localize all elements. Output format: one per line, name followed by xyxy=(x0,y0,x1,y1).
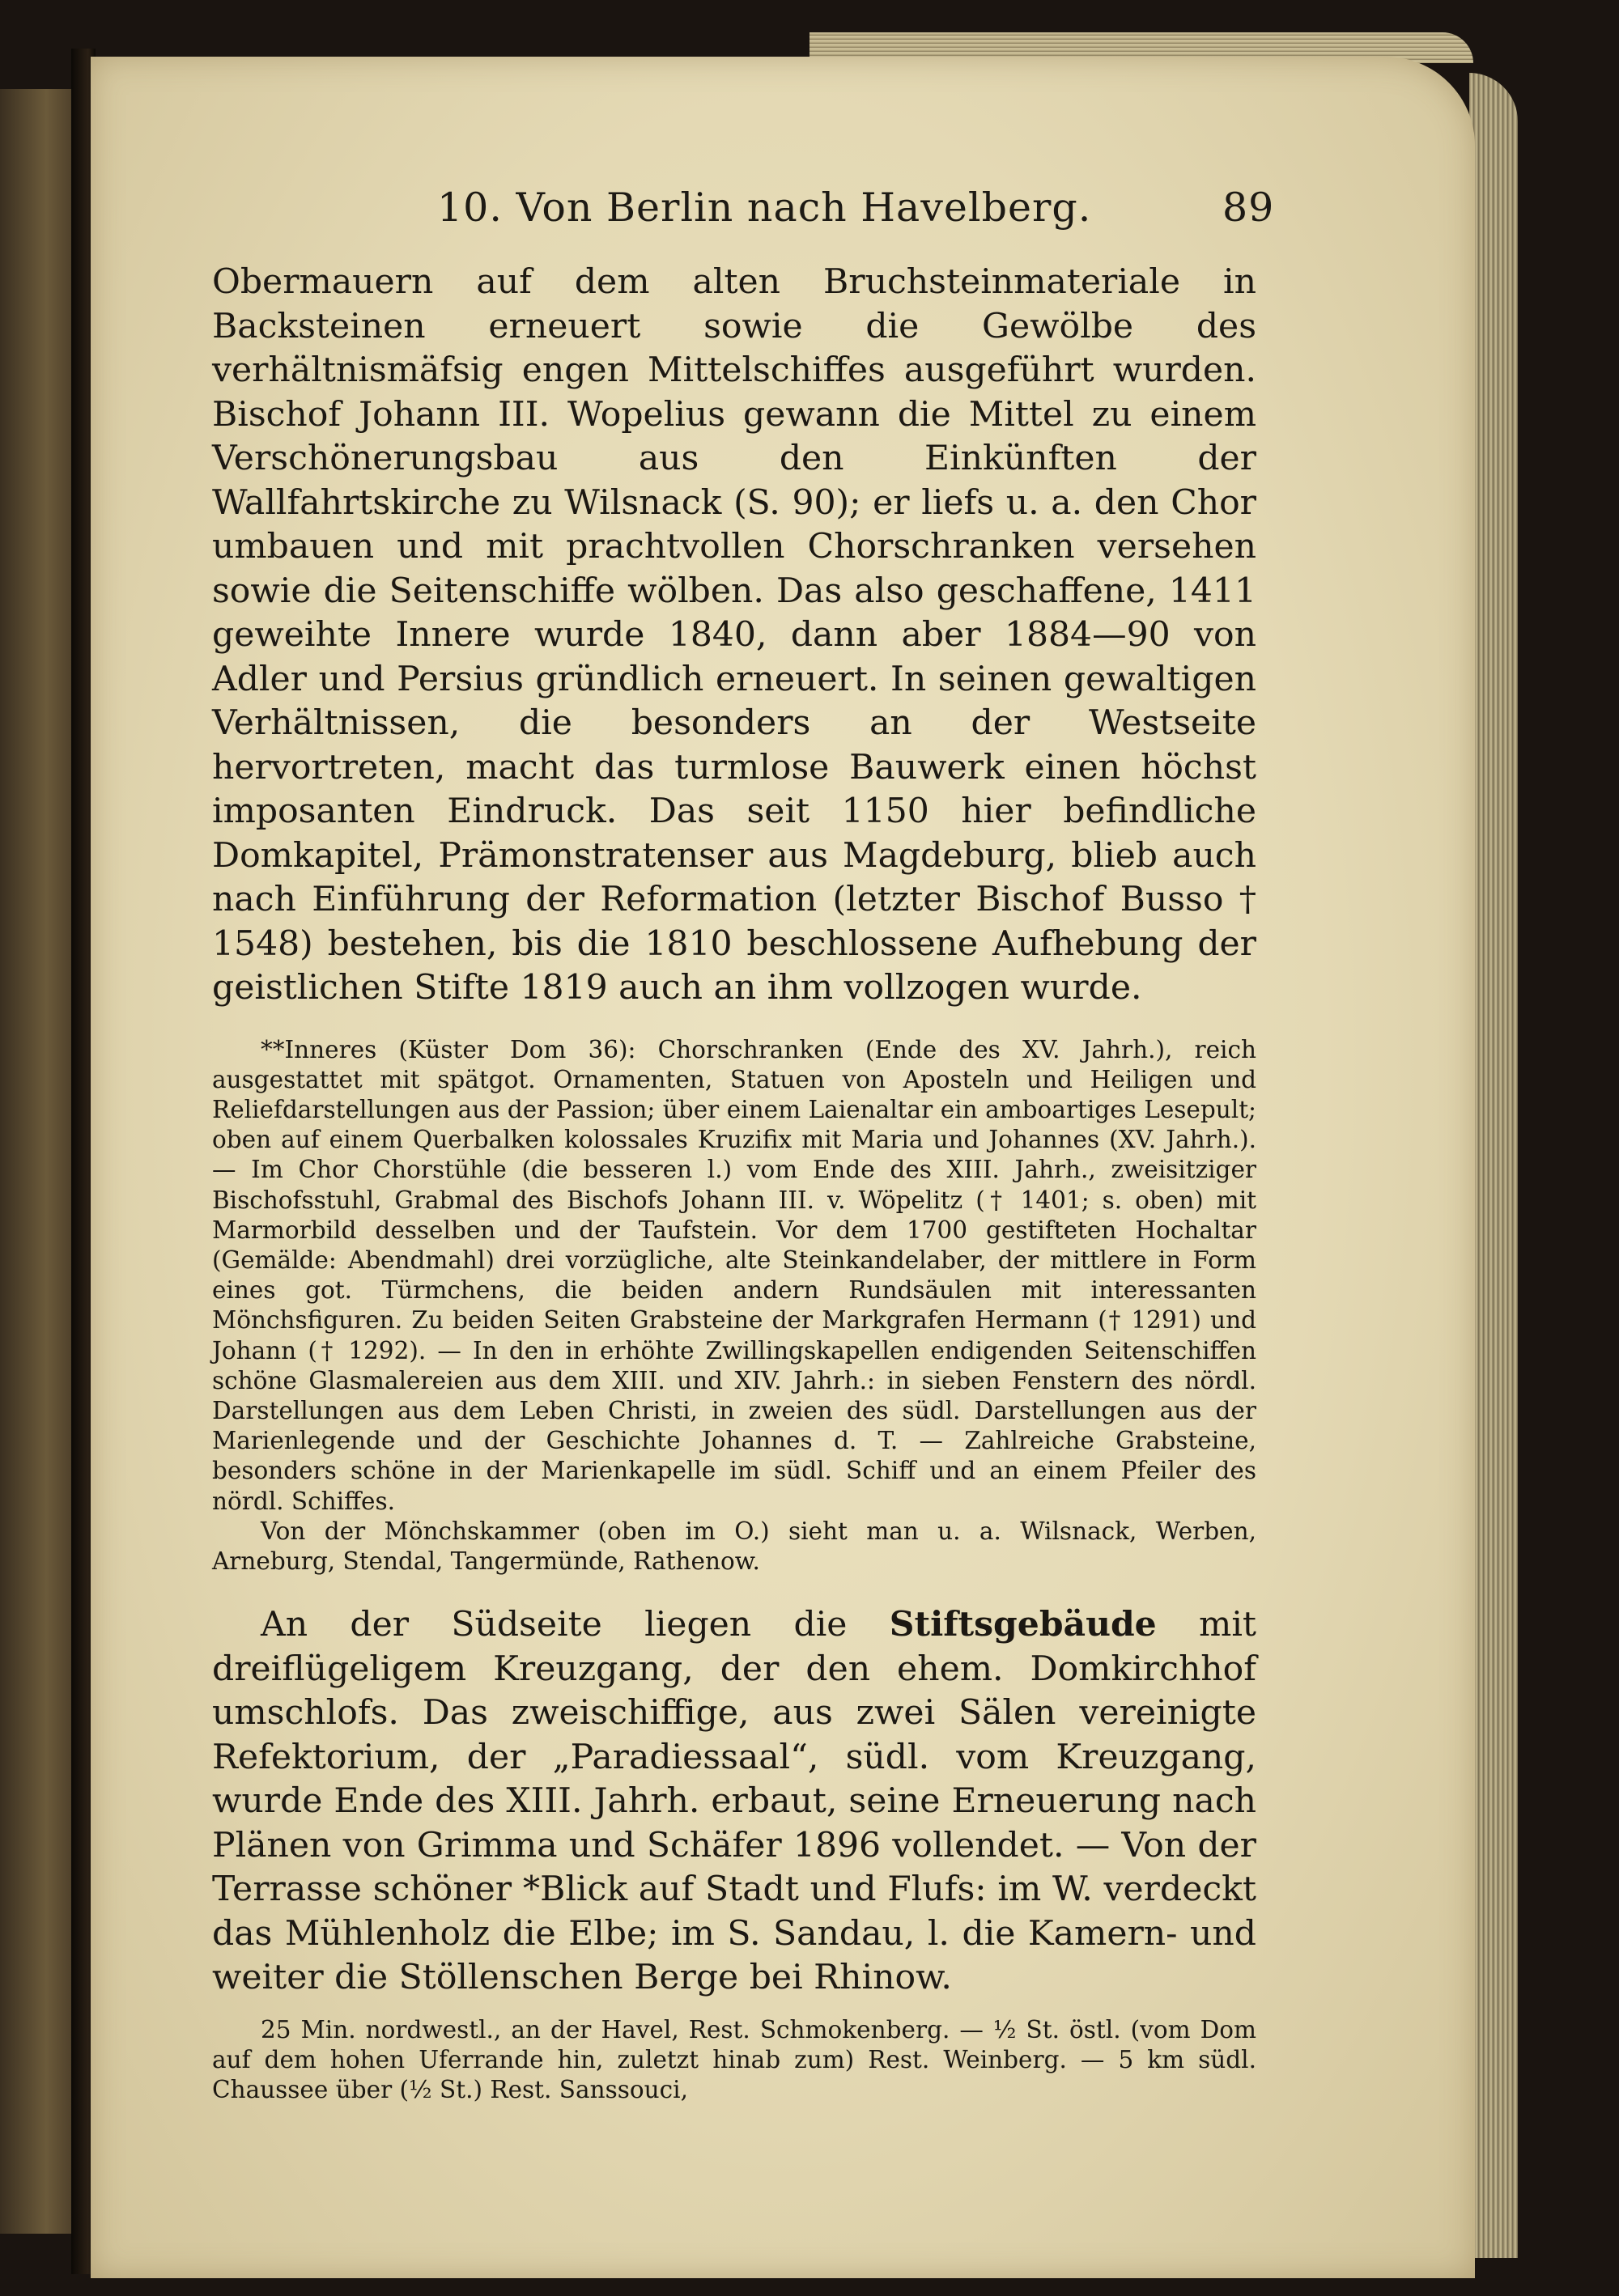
paragraph-text-start: An der Südseite liegen die xyxy=(261,1605,890,1645)
note-paragraph-interior: **Inneres (Küster Dom 36): Chorschranken (Ende des XV. Jahrh.), reich ausgestattet mit spätgot. Ornamenten, Statuen von Aposteln und Heiligen und Reliefdarstellungen aus der Passion; über einem Laienaltar ein amboartiges Lesepult; oben auf einem Querbalken kolossales Kruzifix mit Maria und Johannes (XV. Jahrh.). — Im Chor Chorstühle (die besseren l.) vom Ende des XIII. Jahrh., zweisitziger Bischofsstuhl, Grabmal des Bischofs Johann III. v. Wöpelitz († 1401; s. oben) mit Marmorbild desselben und der Taufstein. Vor dem 1700 gestifteten Hochaltar (Gemälde: Abendmahl) drei vorzügliche, alte Steinkandelaber, der mittlere in Form eines got. Türmchens, die beiden andern Rundsäulen mit interessanten Mönchsfiguren. Zu beiden Seiten Grabsteine der Markgrafen Hermann († 1291) und Johann († 1292). — In den in erhöhte Zwillingskapellen endigenden Seitenschiffen schöne Glasmalereien aus dem XIII. und XIV. Jahrh.: in sieben Fenstern des nördl. Darstellungen aus dem Leben Christi, in zweien des südl. Darstellungen aus der Marienlegende und der Geschichte Johannes d. T. — Zahlreiche Grabsteine, besonders schöne in der Marienkapelle im südl. Schiff und an einem Pfeiler des nördl. Schiffes. xyxy=(212,1035,1256,1515)
note-paragraph-view: Von der Mönchskammer (oben im O.) sieht man u. a. Wilsnack, Werben, Arneburg, Stendal, Tangermünde, Rathenow. xyxy=(212,1517,1256,1575)
body-paragraph-1: Obermauern auf dem alten Bruchsteinmateriale in Backsteinen erneuert sowie die Gewölbe des verhältnismäfsig engen Mittelschiffes ausgeführt wurden. Bischof Johann III. Wopelius gewann die Mittel zu einem Verschönerungsbau aus den Einkünften der Wallfahrtskirche zu Wilsnack (S. 90); er liefs u. a. den Chor umbauen und mit prachtvollen Chorschranken versehen sowie die Seitenschiffe wölben. Das also geschaffene, 1411 geweihte Innere wurde 1840, dann aber 1884—90 von Adler und Persius gründlich erneuert. In seinen gewaltigen Verhältnissen, die besonders an der Westseite hervortreten, macht das turmlose Bauwerk einen höchst imposanten Eindruck. Das seit 1150 hier befindliche Domkapitel, Prämonstratenser aus Magdeburg, blieb auch nach Einführung der Reformation (letzter Bischof Busso † 1548) bestehen, bis die 1810 beschlossene Aufhebung der geistlichen Stifte 1819 auch an ihm vollzogen wurde. xyxy=(212,262,1256,1008)
body-paragraph-stiftsgebaeude xyxy=(212,1602,1256,2001)
facing-page-edge xyxy=(0,89,77,2234)
page-block-fore-edge xyxy=(1469,73,1518,2258)
keyword-stiftsgebaeude: Stiftsgebäude xyxy=(889,1604,1157,1645)
page-number: 89 xyxy=(1222,185,1275,231)
running-title: 10. Von Berlin nach Havelberg. xyxy=(437,185,1092,231)
paragraph-text-rest: mit dreiflügeligem Kreuzgang, der den ehem. Domkirchhof umschlofs. Das zweischiffige, aus zwei Sälen vereinigte Refektorium, der „Paradiessaal“, südl. vom Kreuzgang, wurde Ende des XIII. Jahrh. erbaut, seine Erneuerung nach Plänen von Grimma und Schäfer 1896 vollendet. — Von der Terrasse schöner *Blick auf Stadt und Flufs: im W. verdeckt das Mühlenholz die Elbe; im S. Sandau, l. die Kamern- und weiter die Stöllenschen Berge bei Rhinow. xyxy=(212,1605,1257,1998)
page-body xyxy=(212,261,1256,2105)
note-paragraph-excursions: 25 Min. nordwestl., an der Havel, Rest. Schmokenberg. — ½ St. östl. (vom Dom auf dem hohen Uferrande hin, zuletzt hinab zum) Rest. Weinberg. — 5 km südl. Chaussee über (½ St.) Rest. Sanssouci, xyxy=(212,2015,1256,2104)
